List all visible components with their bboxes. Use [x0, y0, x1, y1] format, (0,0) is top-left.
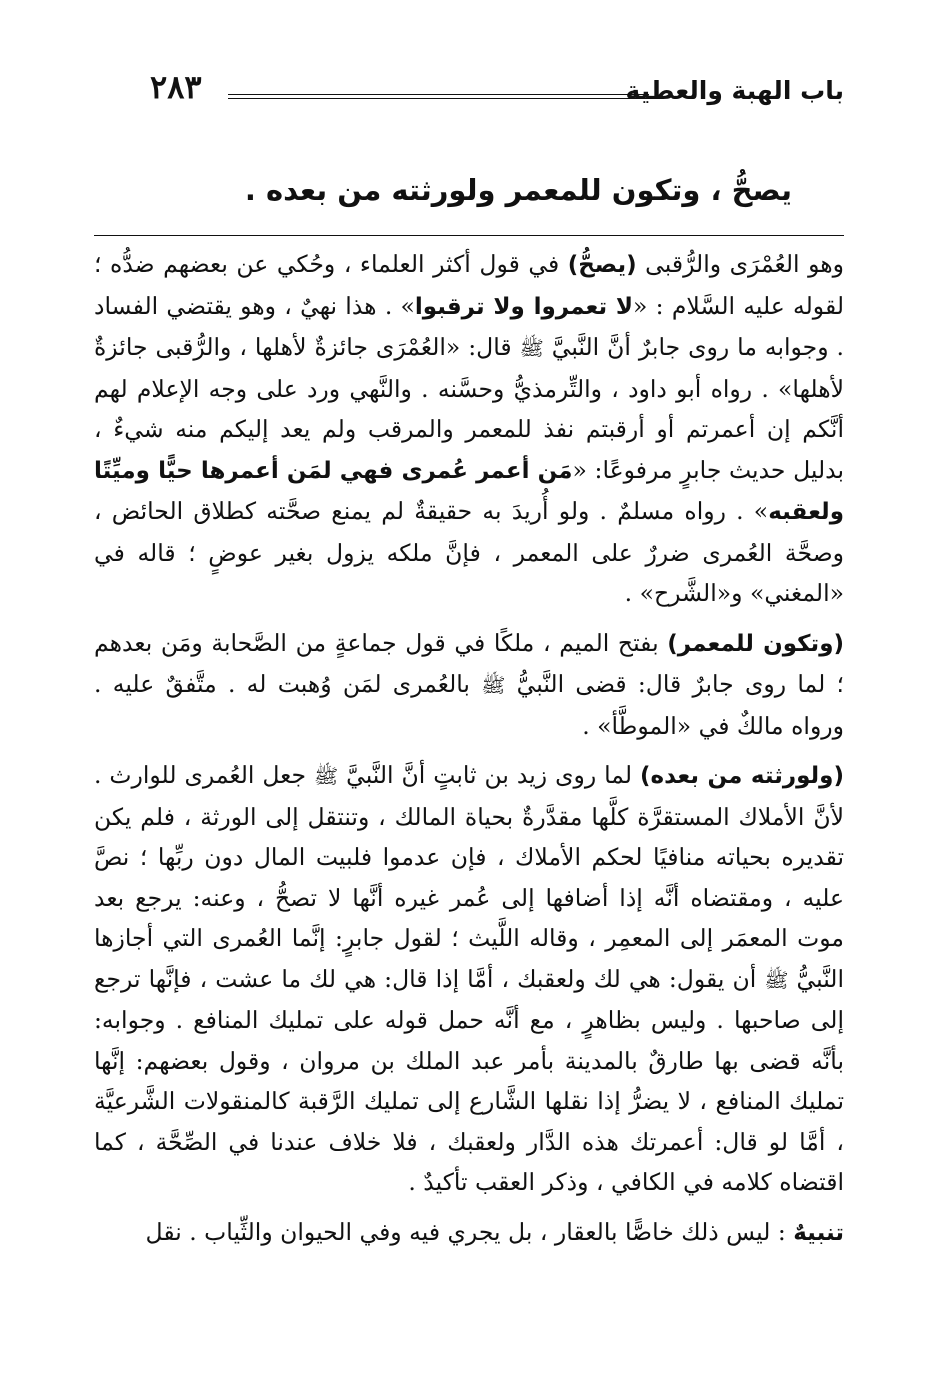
salutation-glyph: ﷺ [481, 673, 506, 697]
text-run: في قول أكثر العلماء ، وحُكي عن بعضهم ضدُّه ؛ لقوله عليه السَّلام : « [94, 250, 844, 320]
matn-text: يصحُّ ، وتكون للمعمر ولورثته من بعده . [244, 173, 792, 207]
text-run: » . هذا نهيٌ ، وهو يقتضي الفساد . وجوابه ما روى جابرٌ أنَّ النَّبيَّ [94, 291, 844, 361]
note-label: تنبيهٌ [793, 1219, 844, 1246]
paragraph-4 [94, 1212, 844, 1254]
paragraph-2 [94, 623, 844, 747]
matn-separator [94, 235, 844, 236]
paragraph-1 [94, 244, 844, 614]
text-run: قال: «العُمْرَى جائزةٌ لأهلها ، والرُّقبى جائزةٌ لأهلها» . رواه أبو داود ، والتِّرمذيُّ وحسَّنه . والنَّهي ورد على وجه الإعلام لهم أنَّكم إن أعمرتم أو أرقبتم نفذ للمعمر والمرقب ولم يعد إليكم منه شيءٌ ، بدليل حديث جابرٍ مرفوعًا: « [94, 333, 844, 484]
text-run: بالعُمرى لمَن وُهبت له . متَّفقٌ عليه . ورواه مالكٌ في «الموطَّأ» . [94, 670, 844, 740]
text-run: أن يقول: هي لك ولعقبك ، أمَّا إذا قال: هي لك ما عشت ، فإنَّها ترجع إلى صاحبها . وليس بظاهرٍ ، مع أنَّه حمل قوله على تمليك المنافع . وجوابه: بأنَّه قضى بها طارقٌ بالمدينة بأمر عبد الملك بن مروان ، وقول بعضهم: إنَّها تمليك المنافع ، لا يضرُّ إذا نقلها الشَّارع إلى تمليك الرَّقبة كالمنقولات الشَّرعيَّة ، أمَّا لو قال: أعمرتك هذه الدَّار ولعقبك ، فلا خلاف عندنا في الصِّحَّة ، كما اقتضاه كلامه في الكافي ، وذكر العقب تأكيدٌ . [94, 964, 844, 1196]
page-header [150, 68, 844, 116]
header-rule [228, 94, 649, 99]
hadith-quote: مَن أعمر عُمرى فهي لمَن أعمرها حيًّا وميِّتًا ولعقبه [94, 457, 844, 525]
text-run: بفتح الميم ، ملكًا في قول جماعةٍ من الصَّحابة ومَن بعدهم ؛ لما روى جابرٌ قال: قضى النَّبيُّ [94, 628, 844, 698]
salutation-glyph: ﷺ [519, 336, 544, 360]
text-run: » . رواه مسلمٌ . ولو أُريدَ به حقيقةٌ لم يمنع صحَّته كطلاق الحائض ، وصحَّة العُمرى ضررٌ على المعمر ، فإنَّ ملكه يزول بغير عوضٍ ؛ قاله في «المغني» و«الشَّرح» . [94, 497, 844, 607]
salutation-glyph: ﷺ [764, 967, 789, 992]
page-number: ٢٨٣ [150, 68, 202, 106]
hadith-quote: لا تعمروا ولا ترقبوا [414, 293, 634, 320]
text-run: لما روى زيد بن ثابتٍ أنَّ النَّبيَّ [338, 761, 640, 789]
matn-quote: (ولورثته من بعده) [640, 763, 844, 789]
chapter-title: باب الهبة والعطية [625, 76, 844, 105]
commentary-body [94, 244, 844, 1262]
text-run: وهو العُمْرَى والرُّقبى [636, 250, 844, 278]
salutation-glyph: ﷺ [314, 764, 339, 788]
text-run: : ليس ذلك خاصًّا بالعقار ، بل يجري فيه وفي الحيوان والثِّياب . نقل [145, 1217, 794, 1246]
matn-quote: (وتكون للمعمر) [667, 630, 844, 657]
paragraph-3 [94, 755, 844, 1203]
matn-quote: (يصحُّ) [567, 252, 637, 278]
text-run: جعل العُمرى للوارث . لأنَّ الأملاك المستقرَّة كلَّها مقدَّرةٌ بحياة المالك ، وتنتقل إلى الورثة ، فلم يكن تقديره بحياته منافيًا لحكم الأملاك ، فإن عدموا فلبيت المال دون ربِّها ؛ نصَّ عليه ، ومقتضاه أنَّه إذا أضافها إلى عُمر غيره أنَّها لا تصحُّ ، وعنه: يرجع بعد موت المعمَر إلى المعمِر ، وقاله اللَّيث ؛ لقول جابرٍ: إنَّما العُمرى التي أجازها النَّبيُّ [94, 761, 844, 993]
